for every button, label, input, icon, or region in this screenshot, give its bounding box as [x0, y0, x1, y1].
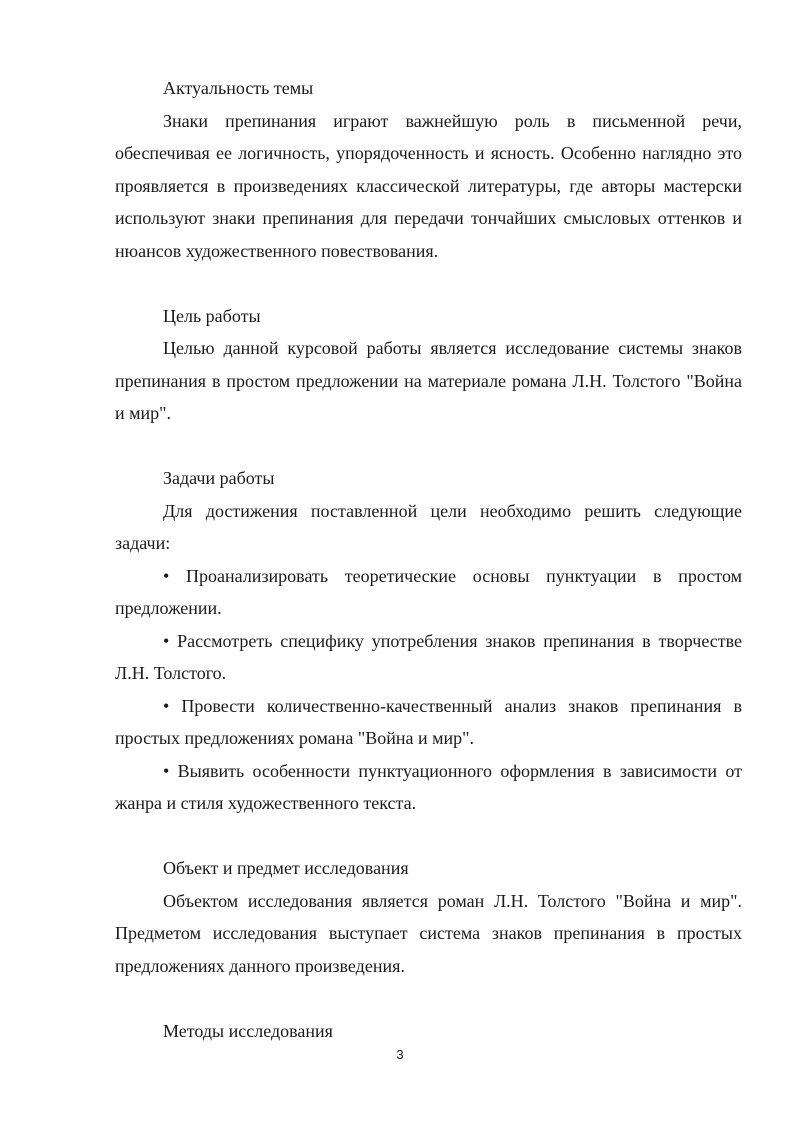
- page-content: [115, 72, 742, 1047]
- section-spacer: [115, 982, 742, 1015]
- task-list-item: • Провести количественно-качественный анализ знаков препинания в простых предложениях романа "Война и мир".: [115, 695, 742, 748]
- page-number: 3: [396, 1047, 404, 1062]
- relevance-paragraph: Знаки препинания играют важнейшую роль в письменной речи, обеспечивая ее логичность, упорядоченность и ясность. Особенно наглядно это проявляется в произведениях классической литературы, где авторы мастерски используют знаки препинания для передачи тончайших смысловых оттенков и нюансов художественного повествования.: [115, 110, 742, 261]
- tasks-intro-paragraph: Для достижения поставленной цели необходимо решить следующие задачи:: [115, 500, 742, 553]
- task-list-item: • Рассмотреть специфику употребления знаков препинания в творчестве Л.Н. Толстого.: [115, 630, 742, 683]
- task-list-item: • Выявить особенности пунктуационного оформления в зависимости от жанра и стиля художественного текста.: [115, 760, 742, 813]
- section-spacer: [115, 820, 742, 853]
- task-list-item: • Проанализировать теоретические основы пунктуации в простом предложении.: [115, 565, 742, 618]
- section-heading-object-subject: Объект и предмет исследования: [163, 858, 409, 878]
- goal-paragraph: Целью данной курсовой работы является исследование системы знаков препинания в простом предложении на материале романа Л.Н. Толстого "Война и мир".: [115, 338, 742, 423]
- section-heading-methods: Методы исследования: [163, 1020, 333, 1041]
- section-heading-relevance: Актуальность темы: [163, 78, 314, 98]
- section-spacer: [115, 430, 742, 463]
- section-heading-goal: Цель работы: [163, 305, 261, 326]
- section-spacer: [115, 267, 742, 300]
- object-subject-paragraph: Объектом исследования является роман Л.Н. Толстого "Война и мир". Предметом исследования выступает система знаков препинания в простых предложениях данного произведения.: [115, 890, 742, 976]
- section-heading-tasks: Задачи работы: [163, 468, 275, 488]
